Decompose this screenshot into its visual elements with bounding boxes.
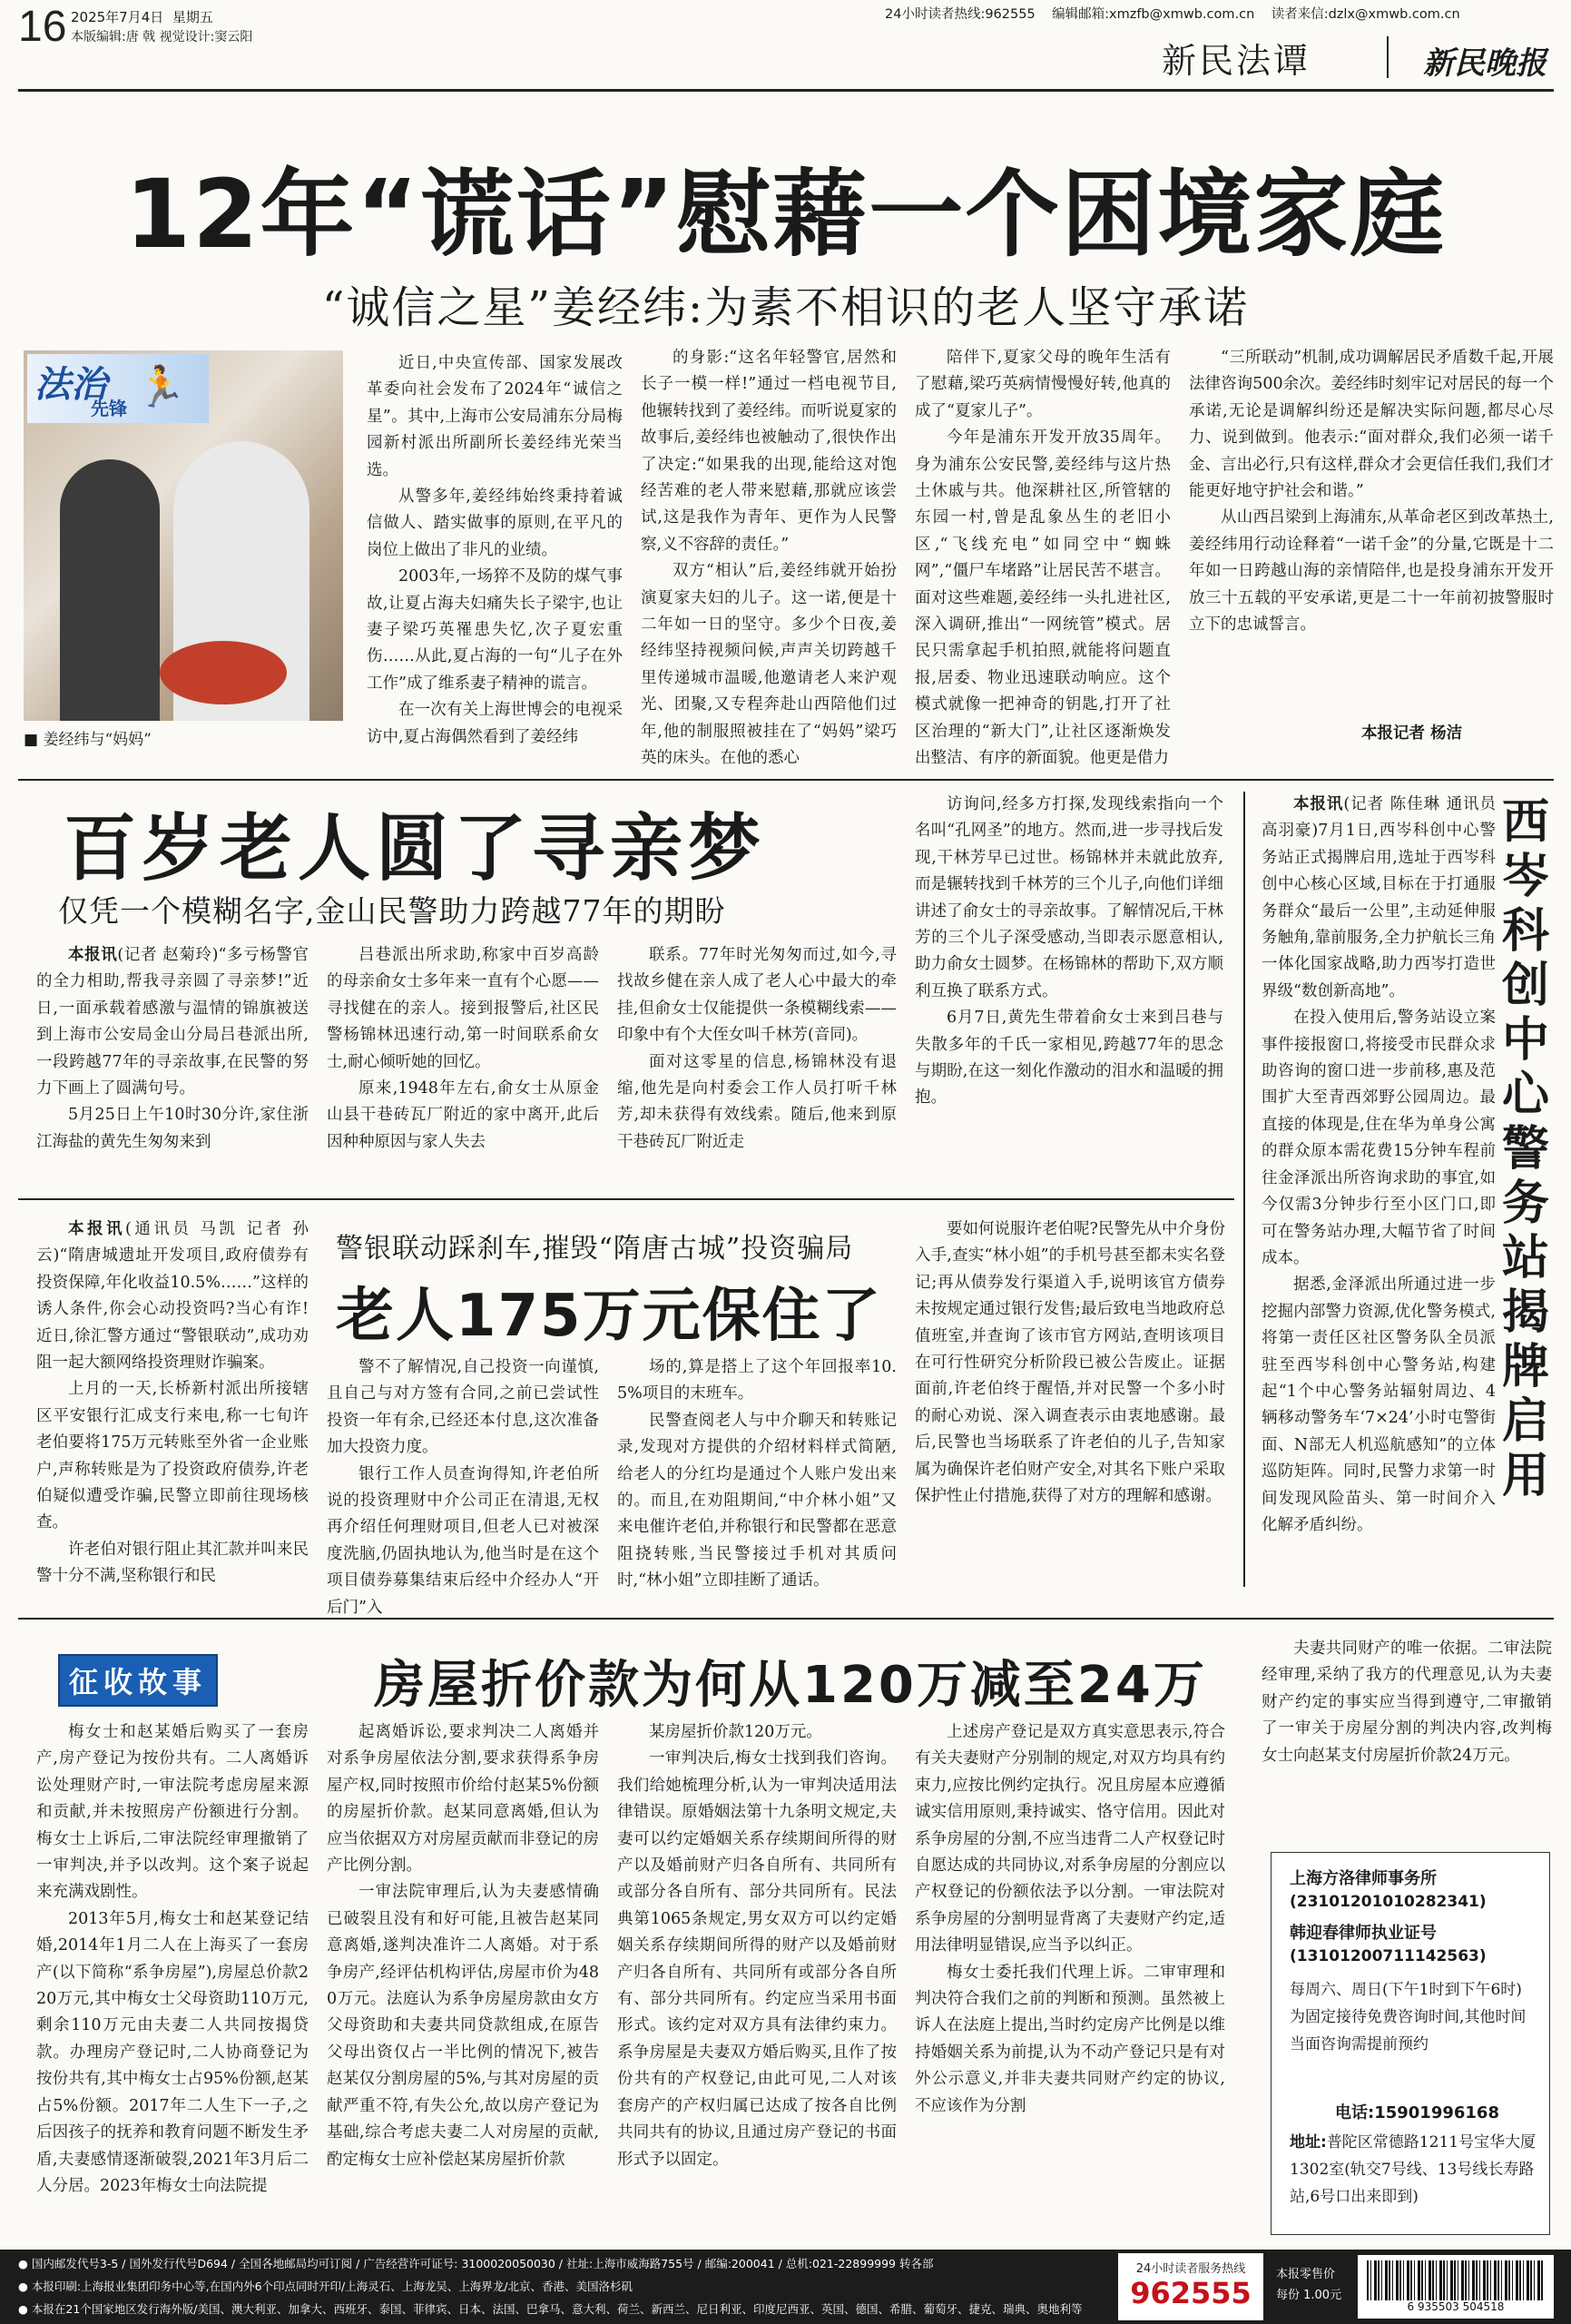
story4-col3 [617, 1354, 897, 1590]
story5-col4 [915, 1719, 1225, 2235]
address-label: 地址: [1290, 2133, 1327, 2152]
price-label: 本报零售价 [1276, 2268, 1336, 2281]
photo-fruit [160, 641, 287, 704]
story2-col2 [327, 942, 599, 1180]
paragraph: 今年是浦东开发开放35周年。身为浦东公安民警,姜经纬与这片热土休戚与共。他深耕社区,所管辖的东园一村,曾是乱象丛生的老旧小区,“飞线充电”如同空中“蜘蛛网”,“僵尸车堵路”让居民苦不堪言。面对这些难题,姜经纬一头扎进社区,深入调研,推出“一网统管”模式。居民只需拿起手机拍照,就能将问题直报,居委、物业迅速联动响应。这个模式就像一把神奇的钥匙,打开了社区治理的“新大门”,让社区逐渐焕发出整洁、有序的新面貌。他更是借力 [915, 428, 1171, 768]
barcode-bars [1367, 2260, 1545, 2300]
story4-col4-text [915, 1216, 1225, 1510]
story4-kicker: 警银联动踩刹车,摧毁“隋唐古城”投资骗局 [336, 1233, 854, 1265]
header-contacts [885, 4, 1460, 23]
footer-line3: ● 本报在21个国家地区发行海外版/美国、澳大利亚、加拿大、西班牙、泰国、菲律宾、日本、法国、巴拿马、意大利、荷兰、新西兰、尼日利亚、印度尼西亚、英国、德国、希腊、葡萄牙、捷克、瑞典、奥地利等 [18, 2302, 1083, 2316]
paragraph: 上述房产登记是双方真实意思表示,符合有关夫妻财产分别制的规定,对双方均具有约束力,应按比例约定执行。况且房屋本应遵循诚实信用原则,秉持诚实、恪守信用。因此对系争房屋的分割,不应当违背二人产权登记时自愿达成的共同协议,对系争房屋的分割应以产权登记的份额依法予以分割。一审法院对系争房屋的分割明显背离了夫妻财产约定,适用法律明显错误,应当予以纠正。 [915, 1723, 1225, 1955]
story3-text [1262, 792, 1496, 1539]
paragraph: 在投入使用后,警务站设立案事件接报窗口,将接受市民群众求助咨询的窗口进一步前移,惠及范围扩大至青西郊野公园周边。最直接的体现是,住在华为单身公寓的群众原本需花费15分钟车程前往金泽派出所咨询求助的事宜,如今仅需3分钟步行至小区门口,即可在警务站办理,大幅节省了时间成本。 [1262, 1009, 1496, 1267]
story5-tag-label: 征收故事 [58, 1654, 218, 1707]
lawfirm-license: (23101201010282341) [1290, 1893, 1487, 1911]
price-value: 每份 1.00元 [1276, 2289, 1342, 2302]
story1-col2-text [641, 345, 897, 773]
phone-number: 15901996168 [1374, 2103, 1499, 2122]
story2-col1-text [36, 942, 309, 1156]
barcode-number: 6 935503 504518 [1407, 2300, 1505, 2313]
story1-byline: 本报记者 杨洁 [1361, 724, 1463, 743]
paragraph: 在一次有关上海世博会的电视采访中,夏占海偶然看到了姜经纬 [367, 701, 623, 746]
paragraph: 从山西吕梁到上海浦东,从革命老区到改革热土,姜经纬用行动诠释着“一诺千金”的分量,它既是十二年如一日跨越山海的亲情陪伴,也是投身浦东开发开放三十五载的平安承诺,更是二十一年前初披警服时立下的忠诚誓言。 [1189, 508, 1554, 635]
lead-prefix: 本报讯 [68, 1220, 125, 1238]
reader-email: 读者来信:dzlx@xmwb.com.cn [1271, 7, 1460, 22]
lead-byline: (记者 陈佳琳 通讯员 高羽豪) [1262, 795, 1497, 841]
law-pioneer-badge [27, 354, 209, 423]
paragraph: 民警查阅老人与中介聊天和转账记录,发现对方提供的介绍材料样式简陋,给老人的分红均是通过个人账户发出来的。而且,在劝阻期间,“中介林小姐”又来电催许老伯,并称银行和民警都在恶意阻挠转账,当民警接过手机对其质问时,“林小姐”立即挂断了通话。 [617, 1411, 897, 1590]
story4-col1-text [36, 1216, 309, 1590]
footer-hotline-box [1118, 2253, 1263, 2320]
lawyer-name: 韩迎春律师执业证号 [1290, 1924, 1437, 1943]
story2-col4 [915, 792, 1223, 1180]
story3-col [1262, 792, 1496, 1587]
paragraph: 某房屋折价款120万元。 [649, 1723, 822, 1741]
lead-byline: (通讯员 马凯 记者 孙云) [36, 1220, 309, 1265]
story2-subhead: 仅凭一个模糊名字,金山民警助力跨越77年的期盼 [58, 893, 726, 929]
editor-email: 编辑邮箱:xmzfb@xmwb.com.cn [1052, 7, 1255, 22]
story5-col5-text [1262, 1636, 1552, 1769]
story5-col5 [1262, 1636, 1552, 1848]
paragraph: 5月25日上午10时30分许,家住浙江海盐的黄先生匆匆来到 [36, 1106, 309, 1151]
lead-prefix: 本报讯 [1293, 795, 1344, 813]
story5-col2-text [327, 1719, 599, 2173]
story2-col3 [617, 942, 897, 1180]
story5-col1 [36, 1719, 309, 2235]
paragraph: “三所联动”机制,成功调解居民矛盾数千起,开展法律咨询500余次。姜经纬时刻牢记对居民的每一个承诺,无论是调解纠纷还是解决实际问题,都尽心尽力、说到做到。他表示:“面对群众,我们必须一诺千金、言出必行,只有这样,群众才会更信任我们,我们才能更好地守护社会和谐。” [1189, 349, 1554, 501]
lead-byline: (记者 赵菊玲) [117, 946, 219, 964]
paragraph: 的身影:“这名年轻警官,居然和长子一模一样!”通过一档电视节目,他辗转找到了姜经纬。而听说夏家的故事后,姜经纬也被触动了,很快作出了决定:“如果我的出现,能给这对饱经苦难的老人带来慰藉,那就应该尝试,这是我作为青年、更作为人民警察,义不容辞的责任。” [641, 349, 897, 554]
badge-sub: 先锋 [91, 398, 127, 419]
story2-col1 [36, 942, 309, 1180]
paragraph: 起离婚诉讼,要求判决二人离婚并对系争房屋依法分割,要求获得系争房屋产权,同时按照市价给付赵某5%份额的房屋折价款。赵某同意离婚,但认为应当依据双方对房屋贡献而非登记的房产比例分割。 [327, 1723, 599, 1876]
paragraph: 双方“相认”后,姜经纬就开始扮演夏家夫妇的儿子。这一诺,便是十二年如一日的坚守。多少个日夜,姜经纬坚持视频问候,声声关切跨越千里传递城市温暖,他邀请老人来沪观光、团聚,又专程奔赴山西陪他们过年,他的制服照被挂在了“妈妈”梁巧英的床头。在他的悉心 [641, 562, 897, 768]
photo-caption: ■ 姜经纬与“妈妈” [24, 731, 152, 749]
paragraph: 银行工作人员查询得知,许老伯所说的投资理财中介公司正在清退,无权再介绍任何理财项目,但老人已对被深度洗脑,仍固执地认为,他当时是在这个项目债券募集结束后经中介经办人“开后门”入 [327, 1464, 599, 1617]
paragraph: 一审法院审理后,认为夫妻感情确已破裂且没有和好可能,且被告赵某同意离婚,遂判决准许二人离婚。对于系争房产,经评估机构评估,房屋市价为480万元。法庭认为系争房屋房款由女方父母资助和夫妻共同贷款组成,在原告父母出资仅占一半比例的情况下,被告赵某仅分割房屋的5%,与其对房屋的贡献严重不符,有失公允,故以房产登记为基础,综合考虑夫妻二人对房屋的贡献,酌定梅女士应补偿赵某房屋折价款 [327, 1883, 599, 2169]
page-number: 16 [18, 3, 67, 51]
paragraph: 吕巷派出所求助,称家中百岁高龄的母亲俞女士多年来一直有个心愿——寻找健在的亲人。接到报警后,社区民警杨锦林迅速行动,第一时间联系俞女士,耐心倾听她的回忆。 [327, 946, 599, 1071]
lawfirm-phone [1335, 2100, 1499, 2123]
paragraph: 梅女士和赵某婚后购买了一套房产,房产登记为按份共有。二人离婚诉讼处理财产时,一审法院考虑房屋来源和贡献,并未按照房产份额进行分割。梅女士上诉后,二审法院经审理撤销了一审判决,并予以改判。这个案子说起来充满戏剧性。 [36, 1723, 309, 1902]
story1-subhead: “诚信之星”姜经纬:为素不相识的老人坚守承诺 [321, 282, 1250, 333]
story4-col2-text [327, 1354, 599, 1621]
story2-bottom-rule [18, 1198, 1234, 1200]
paragraph: 本报讯(记者 赵菊玲)“多亏杨警官的全力相助,帮我寻亲圆了寻亲梦!”近日,一面承载着感激与温情的锦旗被送到上海市公安局金山分局吕巷派出所,一段跨越77年的寻亲故事,在民警的努力下画上了圆满句号。 [36, 946, 309, 1098]
paragraph: 访询问,经多方打探,发现线索指向一个名叫“孔网圣”的地方。然而,进一步寻找后发现,干林芳早已过世。杨锦林并未就此放弃,而是辗转找到千林芳的三个儿子,向他们详细讲述了俞女士的寻亲故事。了解情况后,干林芳的三个儿子深受感动,当即表示愿意相认,助力俞女士圆梦。在杨锦林的帮助下,双方顺利互换了联系方式。 [915, 795, 1223, 1000]
footer-line2: ● 本报印刷:上海报业集团印务中心等,在国内外6个印点同时开印/上海灵石、上海龙吴、上海界龙/北京、香港、美国洛杉矶 [18, 2280, 633, 2293]
paragraph: 夫妻共同财产的唯一依据。二审法院经审理,采纳了我方的代理意见,认为夫妻财产约定的事实应当得到遵守,二审撤销了一审关于房屋分割的判决内容,改判梅女士向赵某支付房屋折价款24万元。 [1262, 1640, 1552, 1765]
footer-hotline-number: 962555 [1130, 2276, 1252, 2310]
story3-left-rule [1243, 792, 1245, 1587]
story4-bottom-rule [18, 1618, 1554, 1620]
story2-col3-text [617, 942, 897, 1156]
story4-headline: 老人175万元保住了 [336, 1283, 882, 1350]
story4-col4 [915, 1216, 1225, 1587]
runner-icon: 🏃 [136, 364, 186, 410]
weekday: 星期五 [172, 9, 213, 25]
story5-col4-text [915, 1719, 1225, 2120]
paragraph: 面对这零星的信息,杨锦林没有退缩,他先是向村委会工作人员打听千林芳,却未获得有效线索。随后,他来到原干巷砖瓦厂附近走 [617, 1052, 897, 1151]
story1-headline: 12年“谎话”慰藉一个困境家庭 [124, 159, 1447, 270]
story1-col3 [915, 345, 1171, 768]
story5-tag [58, 1654, 218, 1707]
paragraph: 上月的一天,长桥新村派出所接辖区平安银行汇成支行来电,称一七旬许老伯要将175万元转账至外省一企业账户,声称转账是为了投资政府债券,许老伯疑似遭受诈骗,民警立即前往现场核查。 [36, 1380, 309, 1532]
lawfirm-name: 上海方洛律师事务所 [1290, 1869, 1437, 1888]
paragraph: 警不了解情况,自己投资一向谨慎,且自己与对方签有合同,之前已尝试性投资一年有余,已经还本付息,这次准备加大投资力度。 [327, 1358, 599, 1457]
header-divider [1387, 36, 1389, 78]
story4-col3-text [617, 1354, 897, 1595]
story1-col4 [1189, 345, 1554, 719]
paragraph: 许老伯对银行阻止其汇款并叫来民警十分不满,坚称银行和民 [36, 1540, 309, 1586]
story1-col2 [641, 345, 897, 768]
story2-col4-text [915, 792, 1223, 1112]
lawfirm-address [1290, 2129, 1537, 2211]
story5-col2 [327, 1719, 599, 2235]
lawfirm-box [1271, 1852, 1550, 2235]
paragraph: 场的,算是搭上了这个年回报率10.5%项目的末班车。 [617, 1358, 897, 1403]
paragraph: 近日,中央宣传部、国家发展改革委向社会发布了2024年“诚信之星”。其中,上海市公安局浦东分局梅园新村派出所副所长姜经纬光荣当选。 [367, 354, 623, 479]
story1-bottom-rule [18, 779, 1554, 781]
story4-col2 [327, 1354, 599, 1617]
phone-label: 电话: [1335, 2103, 1375, 2122]
story5-headline: 房屋折价款为何从120万减至24万 [374, 1656, 1207, 1715]
paragraph: 2003年,一场猝不及防的煤气事故,让夏占海夫妇痛失长子梁宇,也让妻子梁巧英罹患失忆,次子夏宏重伤……从此,夏占海的一句“儿子在外工作”成了维系妻子精神的谎言。 [367, 567, 623, 693]
paragraph: 本报讯(通讯员 马凯 记者 孙云)“隋唐城遗址开发项目,政府债券有投资保障,年化收益10.5%……”这样的诱人条件,你会心动投资吗?当心有诈!近日,徐汇警方通过“警银联动”,成功劝阻一起大额网络投资理财诈骗案。 [36, 1220, 309, 1373]
paragraph: 陪伴下,夏家父母的晚年生活有了慰藉,梁巧英病情慢慢好转,他真的成了“夏家儿子”。 [915, 349, 1171, 420]
lawyer-license: (13101200711142563) [1290, 1947, 1487, 1965]
issue-date [71, 7, 213, 26]
hotline: 24小时读者热线:962555 [885, 7, 1036, 22]
story1-col1-text [367, 350, 623, 751]
paragraph: 梅女士委托我们代理上诉。二审审理和判决符合我们之前的判断和预测。虽然被上诉人在法庭上提出,当时约定房产比例是以维持婚姻关系为前提,认为不动产登记只是有对外公示意义,并非夫妻共同财产约定的协议,不应该作为分割 [915, 1963, 1225, 2115]
lead-prefix: 本报讯 [68, 946, 118, 964]
badge-main: 法治 [34, 363, 107, 406]
story1-col3-text [915, 345, 1171, 773]
paragraph: 联系。77年时光匆匆而过,如今,寻找故乡健在亲人成了老人心中最大的牵挂,但俞女士仅能提供一条模糊线索——印象中有个大侄女叫千林芳(音同)。 [617, 946, 897, 1045]
paragraph: 一审判决后,梅女士找到我们咨询。我们给她梳理分析,认为一审判决适用法律错误。原婚姻法第十九条明文规定,夫妻可以约定婚姻关系存续期间所得的财产以及婚前财产归各自所有、共同所有或部分各自所有、部分共同所有。民法典第1065条规定,男女双方可以约定婚姻关系存续期间所得的财产以及婚前财产归各自所有、共同所有或部分各自所有、部分共同所有。约定应当采用书面形式。该约定对双方具有法律约束力。系争房屋是夫妻双方婚后购买,且作了按份共有的产权登记,由此可见,二人对该套房产的产权归属已达成了按各自比例共同共有的协议,且通过房产登记的书面形式予以固定。 [617, 1749, 897, 2169]
paragraph: 从警多年,姜经纬始终秉持着诚信做人、踏实做事的原则,在平凡的岗位上做出了非凡的业绩。 [367, 487, 623, 559]
header-rule [18, 89, 1554, 92]
footer-hotline-label: 24小时读者服务热线 [1135, 2262, 1246, 2276]
story5-col3-text [617, 1719, 897, 2173]
story1-col4-text [1189, 345, 1554, 638]
paragraph: 本报讯(记者 陈佳琳 通讯员 高羽豪)7月1日,西岑科创中心警务站正式揭牌启用,选址于西岑科创中心核心区域,目标在于打通服务群众“最后一公里”,主动延伸服务触角,靠前服务,全力护航长三角一体化国家战略,助力西岑打造世界级“数创新高地”。 [1262, 795, 1497, 1000]
photo-figure-left [60, 459, 160, 721]
paragraph: 据悉,金泽派出所通过进一步挖掘内部警力资源,优化警务模式,将第一责任区社区警务队全员派驻至西岑科创中心警务站,构建起“1个中心警务站辐射周边、4辆移动警务车‘7×24’小时屯警街面、N部无人机巡航感知”的立体巡防矩阵。同时,民警力求第一时间发现风险苗头、第一时间介入化解矛盾纠纷。 [1262, 1275, 1496, 1534]
section-title: 新民法谭 [1162, 41, 1311, 81]
story5-col3 [617, 1719, 897, 2235]
story1-col1 [367, 350, 623, 748]
paragraph: 原来,1948年左右,俞女士从原金山县干巷砖瓦厂附近的家中离开,此后因种种原因与家人失去 [327, 1079, 599, 1151]
footer-line1: ● 国内邮发代号3-5 / 国外发行代号D694 / 全国各地邮局均可订阅 / 广告经营许可证号: 3100020050030 / 社址:上海市威海路755号 / 邮编:200041 / 总机:021-22899999 转各部 [18, 2257, 934, 2270]
story5-col1-text [36, 1719, 309, 2200]
paragraph: 2013年5月,梅女士和赵某登记结婚,2014年1月二人在上海买了一套房产(以下简称“系争房屋”),房屋总价款220万元,其中梅女士父母资助110万元,剩余110万元由夫妻二人共同按揭贷款。办理房产登记时,二人协商登记为按份共有,其中梅女士占95%份额,赵某占5%份额。2017年二人生下一子,之后因孩子的抚养和教育问题不断发生矛盾,夫妻感情逐渐破裂,2021年3月后二人分居。2023年梅女士向法院提 [36, 1909, 309, 2195]
editors: 本版编辑:唐 戟 视觉设计:窦云阳 [71, 30, 253, 44]
lawfirm-hours: 每周六、周日(下午1时到下午6时)为固定接待免费咨询时间,其他时间当面咨询需提前预约 [1290, 1981, 1527, 2053]
footer-price [1276, 2264, 1341, 2302]
footer [0, 2250, 1571, 2324]
paragraph: 要如何说服许老伯呢?民警先从中介身份入手,查实“林小姐”的手机号甚至都未实名登记;再从债券发行渠道入手,说明该官方债券未按规定通过银行发售;最后致电当地政府总值班室,并查询了该市官方网站,查明该项目在可行性研究分析阶段已被公告废止。证据面前,许老伯终于醒悟,并对民警一个多小时的耐心劝说、深入调查表示由衷地感谢。最后,民警也当场联系了许老伯的儿子,告知家属为确保许老伯财产安全,对其名下账户采取保护性止付措施,获得了对方的理解和感谢。 [915, 1220, 1225, 1506]
date: 2025年7月4日 [71, 9, 164, 25]
paper-logo: 新民晚报 [1423, 45, 1546, 82]
paragraph: 6月7日,黄先生带着俞女士来到吕巷与失散多年的千氏一家相见,跨越77年的思念与期盼,在这一刻化作激动的泪水和温暖的拥抱。 [915, 1009, 1223, 1108]
address-text: 普陀区常德路1211号宝华大厦1302室(轨交7号线、13号线长寿路站,6号口出来即到) [1290, 2133, 1537, 2206]
barcode [1358, 2255, 1554, 2319]
story3-headline: 西岑科创中心警务站揭牌启用 [1502, 795, 1550, 1503]
story4-col1 [36, 1216, 309, 1587]
story2-headline: 百岁老人圆了寻亲梦 [64, 806, 766, 891]
story2-col2-text [327, 942, 599, 1156]
